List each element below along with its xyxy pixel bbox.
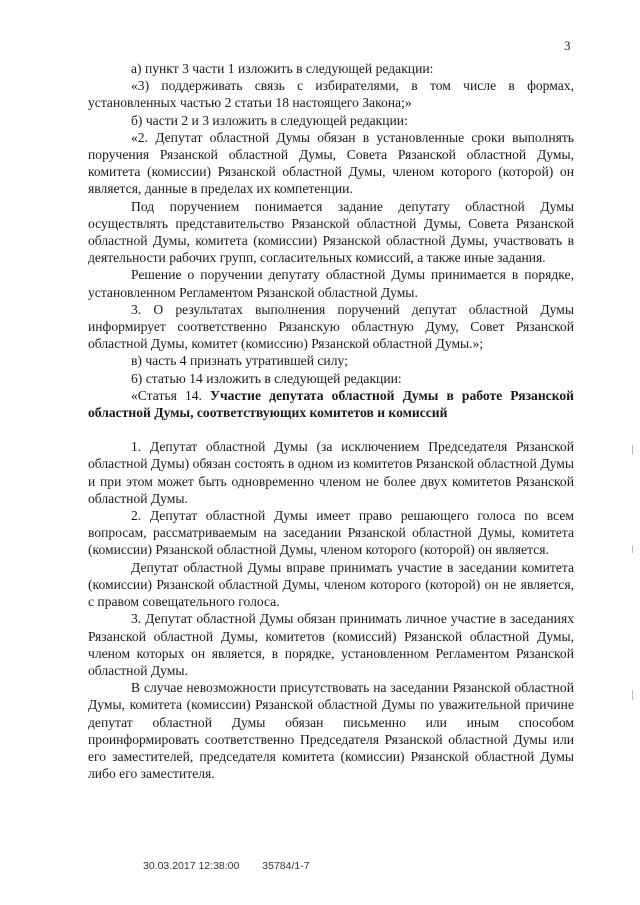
paragraph: б) части 2 и 3 изложить в следующей редакции: (131, 112, 408, 128)
paragraph: 1. Депутат областной Думы (за исключением Председателя Рязанской областной Думы) обязан состоять в одном из комитетов Рязанской областной Думы и при этом может быть одновременно членом не более двух комитетов Рязанской областной Думы. (88, 439, 574, 506)
page-number: 3 (564, 38, 571, 53)
paragraph: «3) поддерживать связь с избирателями, в том числе в формах, установленных частью 2 статьи 18 настоящего Закона;» (88, 78, 574, 111)
paragraph: В случае невозможности присутствовать на заседании Рязанской областной Думы, комитета (комиссии) Рязанской областной Думы по уважительной причине депутат областной Думы обязан письменно или иным способом проинформировать соответственно Председателя Рязанской областной Думы или его заместителей, председателя комитета (комиссии) Рязанской областной Думы либо его заместителя. (88, 680, 574, 782)
footer-datetime: 30.03.2017 12:38:00 (143, 860, 240, 872)
paragraph: в) часть 4 признать утратившей силу; (131, 353, 348, 369)
paragraph: Решение о поручении депутату областной Думы принимается в порядке, установленном Регламентом Рязанской областной Думы. (88, 267, 574, 300)
paragraph: а) пункт 3 части 1 изложить в следующей редакции: (131, 61, 434, 76)
paragraph: 3. О результатах выполнения поручений депутат областной Думы информирует соответственно Рязанскую областную Думу, Совет Рязанской областной Думы, комитет (комиссию) Рязанской областной Думы.»; (88, 301, 574, 352)
paragraph: 2. Депутат областной Думы имеет право решающего голоса по всем вопросам, рассматриваемым на заседании Рязанской областной Думы, комитета (комиссии) Рязанской областной Думы, членом которого (которой) он является. (88, 508, 574, 558)
paragraph: Под поручением понимается задание депутату областной Думы осуществлять представительство Рязанской областной Думы, Совета Рязанской областной Думы, комитета (комиссии) Рязанской областной Думы, участвовать в деятельности рабочих групп, согласительных комиссий, а также иные задания. (88, 198, 574, 266)
paragraph: 3. Депутат областной Думы обязан принимать личное участие в заседаниях Рязанской областной Думы, комитетов (комиссий) Рязанской областной Думы, членом которых он является, в порядке, установленном Регламентом Рязанской областной Думы. (88, 611, 574, 678)
article-paragraphs (88, 438, 574, 782)
amendment-paragraphs (88, 60, 574, 387)
paragraph: Депутат областной Думы вправе принимать участие в заседании комитета (комиссии) Рязанской областной Думы, членом которого (которой) он не является, с правом совещательного голоса. (88, 559, 574, 610)
paragraph: 6) статью 14 изложить в следующей редакции: (131, 370, 402, 386)
document-body (88, 60, 574, 782)
edge-mark (632, 445, 633, 455)
document-footer (143, 860, 310, 872)
spacer (88, 421, 574, 438)
article-prefix: «Статья 14. (131, 387, 211, 403)
edge-mark (632, 545, 633, 553)
paragraph: «2. Депутат областной Думы обязан в установленные сроки выполнять поручения Рязанской областной Думы, Совета Рязанской областной Думы, комитета (комиссии) Рязанской областной Думы, членом которого (которой) он является, данные в пределах их компетенции. (88, 129, 574, 197)
article-title: Участие депутата областной Думы в работе Рязанской областной Думы, соответствующих комитетов и комиссий (88, 387, 574, 421)
footer-doc-id: 35784/1-7 (262, 860, 310, 872)
edge-mark (632, 690, 633, 700)
article-heading (88, 387, 574, 421)
